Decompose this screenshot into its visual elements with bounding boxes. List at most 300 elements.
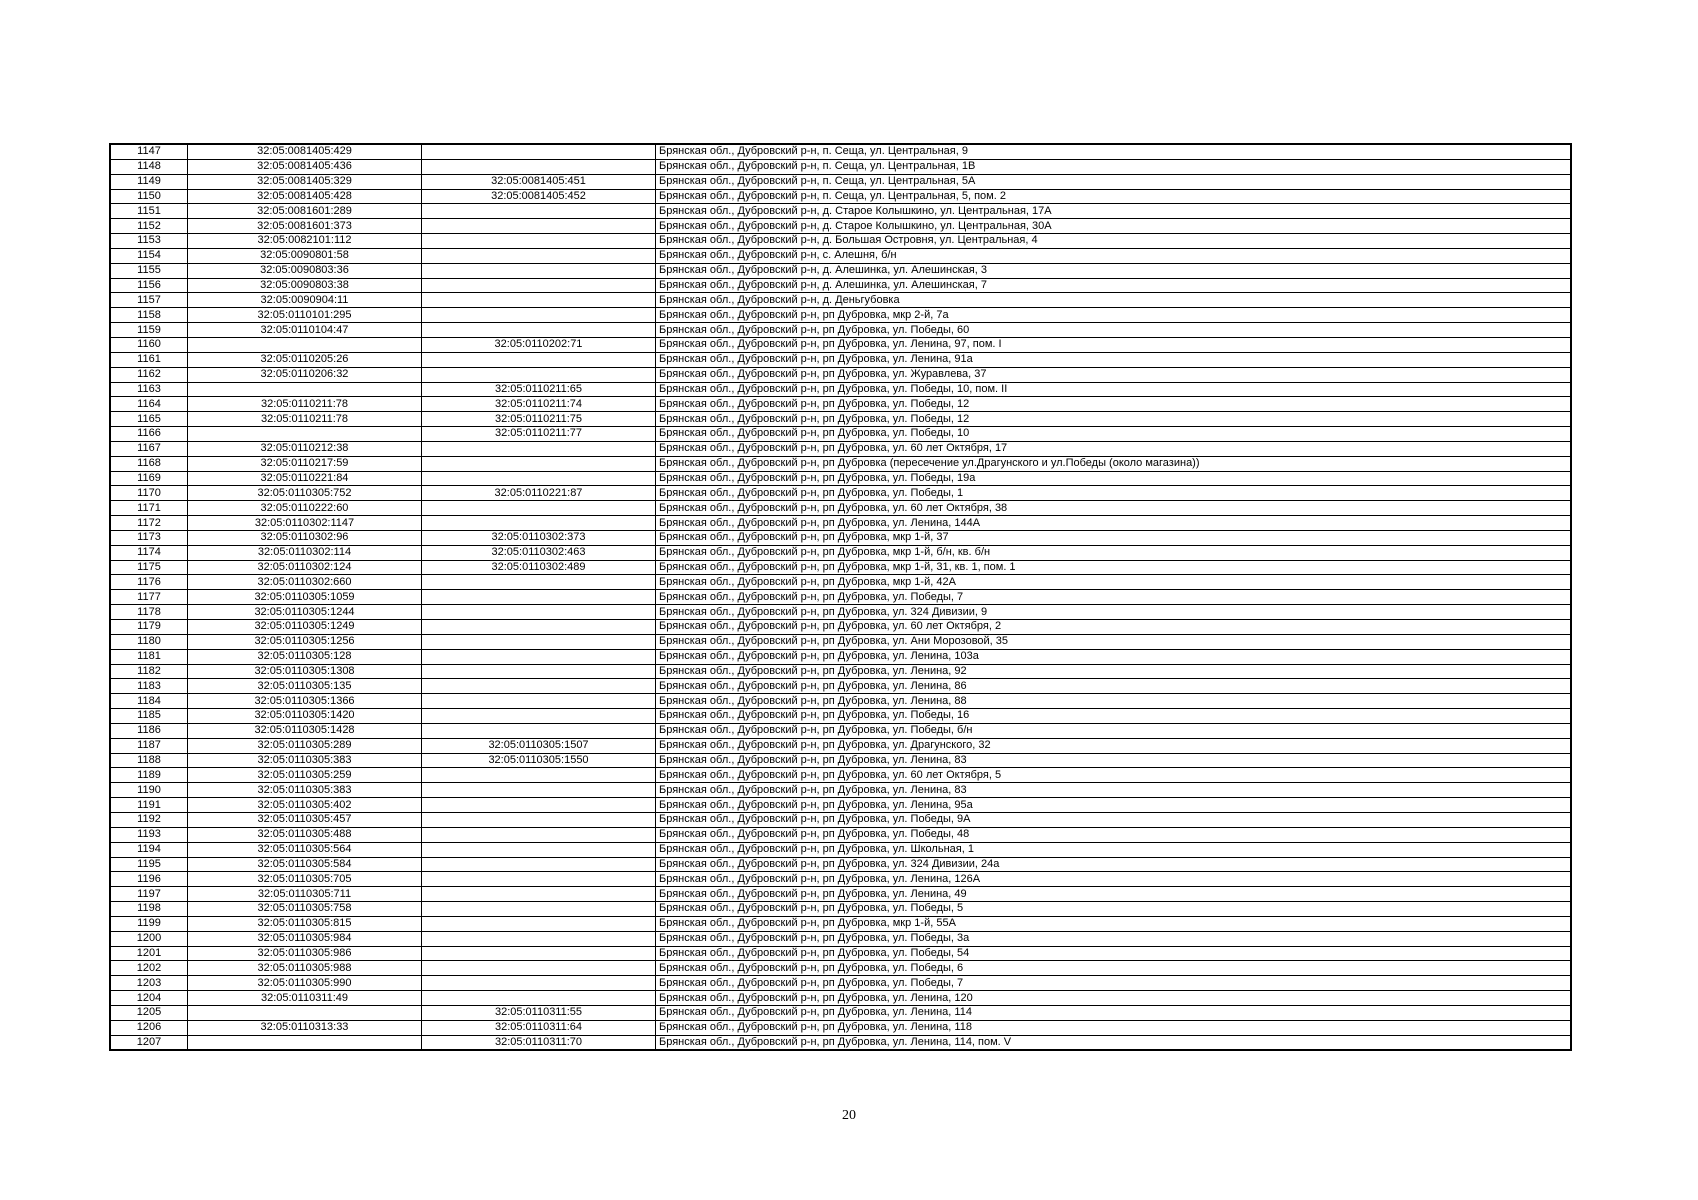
- row-number-cell: 1204: [110, 991, 188, 1006]
- address-cell: Брянская обл., Дубровский р-н, рп Дубровка, ул. Ленина, 91а: [656, 352, 1572, 367]
- building-cadastral-number-cell: [422, 352, 656, 367]
- land-cadastral-number-cell: [188, 337, 422, 352]
- land-cadastral-number-cell: 32:05:0082101:112: [188, 234, 422, 249]
- row-number-cell: 1167: [110, 441, 188, 456]
- land-cadastral-number-cell: 32:05:0110305:1420: [188, 709, 422, 724]
- address-cell: Брянская обл., Дубровский р-н, рп Дубровка, ул. Ленина, 88: [656, 694, 1572, 709]
- row-number-cell: 1186: [110, 723, 188, 738]
- table-row: [110, 738, 1571, 753]
- row-number-cell: 1187: [110, 738, 188, 753]
- row-number-cell: 1205: [110, 1005, 188, 1020]
- building-cadastral-number-cell: 32:05:0110221:87: [422, 486, 656, 501]
- table-row: [110, 991, 1571, 1006]
- table-row: [110, 590, 1571, 605]
- building-cadastral-number-cell: [422, 219, 656, 234]
- row-number-cell: 1158: [110, 308, 188, 323]
- building-cadastral-number-cell: [422, 857, 656, 872]
- building-cadastral-number-cell: [422, 144, 656, 159]
- row-number-cell: 1199: [110, 916, 188, 931]
- building-cadastral-number-cell: [422, 590, 656, 605]
- building-cadastral-number-cell: 32:05:0110302:463: [422, 545, 656, 560]
- land-cadastral-number-cell: 32:05:0110305:758: [188, 902, 422, 917]
- row-number-cell: 1197: [110, 887, 188, 902]
- land-cadastral-number-cell: 32:05:0110212:38: [188, 441, 422, 456]
- building-cadastral-number-cell: [422, 768, 656, 783]
- row-number-cell: 1192: [110, 812, 188, 827]
- land-cadastral-number-cell: [188, 427, 422, 442]
- building-cadastral-number-cell: [422, 991, 656, 1006]
- table-row: [110, 501, 1571, 516]
- building-cadastral-number-cell: [422, 783, 656, 798]
- table-row: [110, 412, 1571, 427]
- row-number-cell: 1159: [110, 323, 188, 338]
- table-row: [110, 961, 1571, 976]
- table-row: [110, 827, 1571, 842]
- address-cell: Брянская обл., Дубровский р-н, рп Дубровка, ул. Ленина, 83: [656, 783, 1572, 798]
- row-number-cell: 1202: [110, 961, 188, 976]
- table-row: [110, 471, 1571, 486]
- address-cell: Брянская обл., Дубровский р-н, рп Дубровка, мкр 1-й, 42А: [656, 575, 1572, 590]
- row-number-cell: 1189: [110, 768, 188, 783]
- building-cadastral-number-cell: 32:05:0110302:373: [422, 530, 656, 545]
- land-cadastral-number-cell: 32:05:0110305:289: [188, 738, 422, 753]
- row-number-cell: 1150: [110, 189, 188, 204]
- land-cadastral-number-cell: 32:05:0081601:373: [188, 219, 422, 234]
- building-cadastral-number-cell: 32:05:0110302:489: [422, 560, 656, 575]
- land-cadastral-number-cell: 32:05:0110211:78: [188, 397, 422, 412]
- building-cadastral-number-cell: [422, 872, 656, 887]
- building-cadastral-number-cell: [422, 367, 656, 382]
- table-row: [110, 768, 1571, 783]
- building-cadastral-number-cell: [422, 605, 656, 620]
- address-cell: Брянская обл., Дубровский р-н, д. Старое Колышкино, ул. Центральная, 17А: [656, 204, 1572, 219]
- land-cadastral-number-cell: 32:05:0110305:128: [188, 649, 422, 664]
- land-cadastral-number-cell: 32:05:0110305:1244: [188, 605, 422, 620]
- building-cadastral-number-cell: 32:05:0110211:75: [422, 412, 656, 427]
- address-cell: Брянская обл., Дубровский р-н, рп Дубровка, ул. Победы, 6: [656, 961, 1572, 976]
- row-number-cell: 1178: [110, 605, 188, 620]
- building-cadastral-number-cell: 32:05:0110211:65: [422, 382, 656, 397]
- land-cadastral-number-cell: 32:05:0110305:990: [188, 976, 422, 991]
- row-number-cell: 1175: [110, 560, 188, 575]
- address-cell: Брянская обл., Дубровский р-н, рп Дубровка, ул. Ленина, 114: [656, 1005, 1572, 1020]
- land-cadastral-number-cell: 32:05:0090801:58: [188, 248, 422, 263]
- registry-table: [109, 143, 1572, 1051]
- address-cell: Брянская обл., Дубровский р-н, рп Дубровка, ул. Победы, 9А: [656, 812, 1572, 827]
- registry-table-body: [110, 144, 1571, 1050]
- row-number-cell: 1195: [110, 857, 188, 872]
- address-cell: Брянская обл., Дубровский р-н, рп Дубровка, ул. Победы, 48: [656, 827, 1572, 842]
- address-cell: Брянская обл., Дубровский р-н, рп Дубровка, ул. Ленина, 114, пом. V: [656, 1035, 1572, 1050]
- land-cadastral-number-cell: [188, 382, 422, 397]
- building-cadastral-number-cell: [422, 798, 656, 813]
- building-cadastral-number-cell: 32:05:0110311:70: [422, 1035, 656, 1050]
- row-number-cell: 1147: [110, 144, 188, 159]
- land-cadastral-number-cell: 32:05:0110305:705: [188, 872, 422, 887]
- land-cadastral-number-cell: 32:05:0110206:32: [188, 367, 422, 382]
- table-row: [110, 308, 1571, 323]
- building-cadastral-number-cell: [422, 976, 656, 991]
- table-row: [110, 605, 1571, 620]
- land-cadastral-number-cell: [188, 1035, 422, 1050]
- table-row: [110, 679, 1571, 694]
- address-cell: Брянская обл., Дубровский р-н, рп Дубровка, ул. Победы, б/н: [656, 723, 1572, 738]
- address-cell: Брянская обл., Дубровский р-н, рп Дубровка, ул. Журавлева, 37: [656, 367, 1572, 382]
- address-cell: Брянская обл., Дубровский р-н, д. Алешинка, ул. Алешинская, 7: [656, 278, 1572, 293]
- land-cadastral-number-cell: 32:05:0110305:457: [188, 812, 422, 827]
- land-cadastral-number-cell: 32:05:0110311:49: [188, 991, 422, 1006]
- table-row: [110, 516, 1571, 531]
- building-cadastral-number-cell: [422, 961, 656, 976]
- table-row: [110, 723, 1571, 738]
- table-row: [110, 812, 1571, 827]
- row-number-cell: 1193: [110, 827, 188, 842]
- page-number: 20: [842, 1108, 856, 1123]
- address-cell: Брянская обл., Дубровский р-н, п. Сеща, ул. Центральная, 9: [656, 144, 1572, 159]
- row-number-cell: 1156: [110, 278, 188, 293]
- building-cadastral-number-cell: [422, 946, 656, 961]
- land-cadastral-number-cell: 32:05:0110305:1059: [188, 590, 422, 605]
- row-number-cell: 1184: [110, 694, 188, 709]
- row-number-cell: 1168: [110, 456, 188, 471]
- table-row: [110, 367, 1571, 382]
- address-cell: Брянская обл., Дубровский р-н, рп Дубровка, ул. Ленина, 126А: [656, 872, 1572, 887]
- land-cadastral-number-cell: 32:05:0110217:59: [188, 456, 422, 471]
- land-cadastral-number-cell: 32:05:0090803:38: [188, 278, 422, 293]
- land-cadastral-number-cell: 32:05:0110302:114: [188, 545, 422, 560]
- land-cadastral-number-cell: 32:05:0110305:752: [188, 486, 422, 501]
- table-row: [110, 560, 1571, 575]
- land-cadastral-number-cell: 32:05:0081601:289: [188, 204, 422, 219]
- table-row: [110, 397, 1571, 412]
- land-cadastral-number-cell: 32:05:0110305:259: [188, 768, 422, 783]
- row-number-cell: 1169: [110, 471, 188, 486]
- address-cell: Брянская обл., Дубровский р-н, рп Дубровка, ул. Ленина, 92: [656, 664, 1572, 679]
- table-row: [110, 709, 1571, 724]
- land-cadastral-number-cell: 32:05:0110305:1256: [188, 634, 422, 649]
- table-row: [110, 664, 1571, 679]
- address-cell: Брянская обл., Дубровский р-н, рп Дубровка, ул. 324 Дивизии, 9: [656, 605, 1572, 620]
- row-number-cell: 1207: [110, 1035, 188, 1050]
- row-number-cell: 1163: [110, 382, 188, 397]
- building-cadastral-number-cell: [422, 501, 656, 516]
- address-cell: Брянская обл., Дубровский р-н, рп Дубровка, ул. Ленина, 118: [656, 1020, 1572, 1035]
- land-cadastral-number-cell: 32:05:0110305:564: [188, 842, 422, 857]
- table-row: [110, 263, 1571, 278]
- land-cadastral-number-cell: 32:05:0110221:84: [188, 471, 422, 486]
- land-cadastral-number-cell: 32:05:0110305:1249: [188, 620, 422, 635]
- land-cadastral-number-cell: 32:05:0110305:1428: [188, 723, 422, 738]
- row-number-cell: 1164: [110, 397, 188, 412]
- row-number-cell: 1201: [110, 946, 188, 961]
- row-number-cell: 1160: [110, 337, 188, 352]
- building-cadastral-number-cell: 32:05:0110202:71: [422, 337, 656, 352]
- building-cadastral-number-cell: [422, 723, 656, 738]
- address-cell: Брянская обл., Дубровский р-н, д. Деньгубовка: [656, 293, 1572, 308]
- building-cadastral-number-cell: [422, 827, 656, 842]
- address-cell: Брянская обл., Дубровский р-н, рп Дубровка, ул. Победы, 10, пом. II: [656, 382, 1572, 397]
- address-cell: Брянская обл., Дубровский р-н, д. Старое Колышкино, ул. Центральная, 30А: [656, 219, 1572, 234]
- table-row: [110, 174, 1571, 189]
- address-cell: Брянская обл., Дубровский р-н, рп Дубровка, ул. Победы, 19а: [656, 471, 1572, 486]
- address-cell: Брянская обл., Дубровский р-н, рп Дубровка, мкр 1-й, 37: [656, 530, 1572, 545]
- table-row: [110, 456, 1571, 471]
- address-cell: Брянская обл., Дубровский р-н, п. Сеща, ул. Центральная, 1В: [656, 159, 1572, 174]
- table-row: [110, 545, 1571, 560]
- address-cell: Брянская обл., Дубровский р-н, рп Дубровка, ул. Ани Морозовой, 35: [656, 634, 1572, 649]
- building-cadastral-number-cell: [422, 620, 656, 635]
- land-cadastral-number-cell: 32:05:0110222:60: [188, 501, 422, 516]
- land-cadastral-number-cell: 32:05:0110305:383: [188, 753, 422, 768]
- table-row: [110, 620, 1571, 635]
- land-cadastral-number-cell: 32:05:0110313:33: [188, 1020, 422, 1035]
- land-cadastral-number-cell: 32:05:0110211:78: [188, 412, 422, 427]
- address-cell: Брянская обл., Дубровский р-н, п. Сеща, ул. Центральная, 5А: [656, 174, 1572, 189]
- address-cell: Брянская обл., Дубровский р-н, рп Дубровка, ул. 60 лет Октября, 17: [656, 441, 1572, 456]
- table-row: [110, 1035, 1571, 1050]
- table-row: [110, 575, 1571, 590]
- row-number-cell: 1171: [110, 501, 188, 516]
- row-number-cell: 1191: [110, 798, 188, 813]
- land-cadastral-number-cell: 32:05:0110101:295: [188, 308, 422, 323]
- land-cadastral-number-cell: 32:05:0081405:428: [188, 189, 422, 204]
- row-number-cell: 1154: [110, 248, 188, 263]
- address-cell: Брянская обл., Дубровский р-н, рп Дубровка, ул. Победы, 5: [656, 902, 1572, 917]
- row-number-cell: 1182: [110, 664, 188, 679]
- land-cadastral-number-cell: 32:05:0110305:815: [188, 916, 422, 931]
- row-number-cell: 1152: [110, 219, 188, 234]
- building-cadastral-number-cell: [422, 694, 656, 709]
- row-number-cell: 1198: [110, 902, 188, 917]
- address-cell: Брянская обл., Дубровский р-н, рп Дубровка, ул. Ленина, 49: [656, 887, 1572, 902]
- row-number-cell: 1196: [110, 872, 188, 887]
- land-cadastral-number-cell: 32:05:0110205:26: [188, 352, 422, 367]
- land-cadastral-number-cell: 32:05:0110305:1366: [188, 694, 422, 709]
- row-number-cell: 1185: [110, 709, 188, 724]
- building-cadastral-number-cell: 32:05:0081405:451: [422, 174, 656, 189]
- row-number-cell: 1155: [110, 263, 188, 278]
- land-cadastral-number-cell: 32:05:0090904:11: [188, 293, 422, 308]
- address-cell: Брянская обл., Дубровский р-н, рп Дубровка, ул. Ленина, 120: [656, 991, 1572, 1006]
- table-row: [110, 887, 1571, 902]
- land-cadastral-number-cell: 32:05:0110302:660: [188, 575, 422, 590]
- row-number-cell: 1188: [110, 753, 188, 768]
- building-cadastral-number-cell: [422, 679, 656, 694]
- table-row: [110, 1005, 1571, 1020]
- table-row: [110, 337, 1571, 352]
- address-cell: Брянская обл., Дубровский р-н, рп Дубровка, ул. Победы, 7: [656, 976, 1572, 991]
- table-row: [110, 946, 1571, 961]
- land-cadastral-number-cell: 32:05:0110305:584: [188, 857, 422, 872]
- table-row: [110, 427, 1571, 442]
- building-cadastral-number-cell: 32:05:0110311:64: [422, 1020, 656, 1035]
- table-row: [110, 634, 1571, 649]
- row-number-cell: 1170: [110, 486, 188, 501]
- address-cell: Брянская обл., Дубровский р-н, д. Алешинка, ул. Алешинская, 3: [656, 263, 1572, 278]
- table-row: [110, 159, 1571, 174]
- building-cadastral-number-cell: 32:05:0110211:74: [422, 397, 656, 412]
- address-cell: Брянская обл., Дубровский р-н, рп Дубровка, ул. Ленина, 97, пом. I: [656, 337, 1572, 352]
- building-cadastral-number-cell: [422, 278, 656, 293]
- land-cadastral-number-cell: 32:05:0110305:988: [188, 961, 422, 976]
- building-cadastral-number-cell: [422, 293, 656, 308]
- row-number-cell: 1157: [110, 293, 188, 308]
- table-row: [110, 842, 1571, 857]
- address-cell: Брянская обл., Дубровский р-н, рп Дубровка, ул. Ленина, 95а: [656, 798, 1572, 813]
- building-cadastral-number-cell: [422, 812, 656, 827]
- table-row: [110, 916, 1571, 931]
- building-cadastral-number-cell: [422, 649, 656, 664]
- table-row: [110, 441, 1571, 456]
- address-cell: Брянская обл., Дубровский р-н, рп Дубровка, ул. 324 Дивизии, 24а: [656, 857, 1572, 872]
- table-row: [110, 486, 1571, 501]
- address-cell: Брянская обл., Дубровский р-н, рп Дубровка (пересечение ул.Драгунского и ул.Победы (около магазина)): [656, 456, 1572, 471]
- address-cell: Брянская обл., Дубровский р-н, рп Дубровка, мкр 2-й, 7а: [656, 308, 1572, 323]
- table-row: [110, 857, 1571, 872]
- row-number-cell: 1194: [110, 842, 188, 857]
- address-cell: Брянская обл., Дубровский р-н, д. Большая Островня, ул. Центральная, 4: [656, 234, 1572, 249]
- address-cell: Брянская обл., Дубровский р-н, рп Дубровка, ул. Победы, 12: [656, 397, 1572, 412]
- building-cadastral-number-cell: [422, 931, 656, 946]
- address-cell: Брянская обл., Дубровский р-н, рп Дубровка, ул. Ленина, 83: [656, 753, 1572, 768]
- address-cell: Брянская обл., Дубровский р-н, рп Дубровка, мкр 1-й, б/н, кв. б/н: [656, 545, 1572, 560]
- table-row: [110, 694, 1571, 709]
- building-cadastral-number-cell: [422, 634, 656, 649]
- table-row: [110, 649, 1571, 664]
- building-cadastral-number-cell: [422, 887, 656, 902]
- building-cadastral-number-cell: [422, 842, 656, 857]
- table-row: [110, 293, 1571, 308]
- address-cell: Брянская обл., Дубровский р-н, рп Дубровка, ул. Драгунского, 32: [656, 738, 1572, 753]
- row-number-cell: 1153: [110, 234, 188, 249]
- table-row: [110, 323, 1571, 338]
- land-cadastral-number-cell: 32:05:0110302:1147: [188, 516, 422, 531]
- row-number-cell: 1172: [110, 516, 188, 531]
- address-cell: Брянская обл., Дубровский р-н, рп Дубровка, ул. Победы, 60: [656, 323, 1572, 338]
- table-row: [110, 872, 1571, 887]
- table-row: [110, 219, 1571, 234]
- building-cadastral-number-cell: [422, 234, 656, 249]
- table-row: [110, 1020, 1571, 1035]
- row-number-cell: 1203: [110, 976, 188, 991]
- table-row: [110, 798, 1571, 813]
- row-number-cell: 1165: [110, 412, 188, 427]
- row-number-cell: 1176: [110, 575, 188, 590]
- address-cell: Брянская обл., Дубровский р-н, рп Дубровка, ул. Победы, 54: [656, 946, 1572, 961]
- address-cell: Брянская обл., Дубровский р-н, рп Дубровка, ул. Победы, 16: [656, 709, 1572, 724]
- row-number-cell: 1179: [110, 620, 188, 635]
- land-cadastral-number-cell: 32:05:0110302:124: [188, 560, 422, 575]
- building-cadastral-number-cell: [422, 308, 656, 323]
- land-cadastral-number-cell: [188, 1005, 422, 1020]
- building-cadastral-number-cell: 32:05:0110305:1550: [422, 753, 656, 768]
- building-cadastral-number-cell: 32:05:0081405:452: [422, 189, 656, 204]
- land-cadastral-number-cell: 32:05:0110302:96: [188, 530, 422, 545]
- address-cell: Брянская обл., Дубровский р-н, рп Дубровка, ул. Ленина, 103а: [656, 649, 1572, 664]
- table-row: [110, 248, 1571, 263]
- land-cadastral-number-cell: 32:05:0081405:329: [188, 174, 422, 189]
- row-number-cell: 1190: [110, 783, 188, 798]
- address-cell: Брянская обл., Дубровский р-н, рп Дубровка, ул. Победы, 1: [656, 486, 1572, 501]
- building-cadastral-number-cell: 32:05:0110211:77: [422, 427, 656, 442]
- table-row: [110, 204, 1571, 219]
- building-cadastral-number-cell: [422, 916, 656, 931]
- address-cell: Брянская обл., Дубровский р-н, рп Дубровка, ул. Победы, 12: [656, 412, 1572, 427]
- address-cell: Брянская обл., Дубровский р-н, рп Дубровка, ул. Победы, 3а: [656, 931, 1572, 946]
- row-number-cell: 1148: [110, 159, 188, 174]
- row-number-cell: 1174: [110, 545, 188, 560]
- land-cadastral-number-cell: 32:05:0110305:135: [188, 679, 422, 694]
- land-cadastral-number-cell: 32:05:0110104:47: [188, 323, 422, 338]
- address-cell: Брянская обл., Дубровский р-н, с. Алешня, б/н: [656, 248, 1572, 263]
- address-cell: Брянская обл., Дубровский р-н, рп Дубровка, ул. Ленина, 86: [656, 679, 1572, 694]
- table-row: [110, 382, 1571, 397]
- land-cadastral-number-cell: 32:05:0110305:711: [188, 887, 422, 902]
- land-cadastral-number-cell: 32:05:0081405:436: [188, 159, 422, 174]
- building-cadastral-number-cell: [422, 204, 656, 219]
- building-cadastral-number-cell: [422, 575, 656, 590]
- land-cadastral-number-cell: 32:05:0110305:402: [188, 798, 422, 813]
- row-number-cell: 1149: [110, 174, 188, 189]
- address-cell: Брянская обл., Дубровский р-н, рп Дубровка, ул. Победы, 10: [656, 427, 1572, 442]
- row-number-cell: 1151: [110, 204, 188, 219]
- address-cell: Брянская обл., Дубровский р-н, рп Дубровка, мкр 1-й, 31, кв. 1, пом. 1: [656, 560, 1572, 575]
- row-number-cell: 1181: [110, 649, 188, 664]
- land-cadastral-number-cell: 32:05:0110305:1308: [188, 664, 422, 679]
- table-row: [110, 189, 1571, 204]
- building-cadastral-number-cell: [422, 471, 656, 486]
- address-cell: Брянская обл., Дубровский р-н, рп Дубровка, ул. 60 лет Октября, 2: [656, 620, 1572, 635]
- row-number-cell: 1200: [110, 931, 188, 946]
- address-cell: Брянская обл., Дубровский р-н, рп Дубровка, ул. Победы, 7: [656, 590, 1572, 605]
- table-row: [110, 530, 1571, 545]
- table-row: [110, 278, 1571, 293]
- row-number-cell: 1161: [110, 352, 188, 367]
- row-number-cell: 1177: [110, 590, 188, 605]
- building-cadastral-number-cell: [422, 159, 656, 174]
- land-cadastral-number-cell: 32:05:0110305:986: [188, 946, 422, 961]
- address-cell: Брянская обл., Дубровский р-н, рп Дубровка, ул. Школьная, 1: [656, 842, 1572, 857]
- table-row: [110, 753, 1571, 768]
- building-cadastral-number-cell: [422, 323, 656, 338]
- address-cell: Брянская обл., Дубровский р-н, рп Дубровка, ул. 60 лет Октября, 38: [656, 501, 1572, 516]
- land-cadastral-number-cell: 32:05:0110305:984: [188, 931, 422, 946]
- table-row: [110, 902, 1571, 917]
- land-cadastral-number-cell: 32:05:0110305:383: [188, 783, 422, 798]
- building-cadastral-number-cell: [422, 248, 656, 263]
- building-cadastral-number-cell: [422, 516, 656, 531]
- building-cadastral-number-cell: [422, 664, 656, 679]
- building-cadastral-number-cell: 32:05:0110305:1507: [422, 738, 656, 753]
- building-cadastral-number-cell: 32:05:0110311:55: [422, 1005, 656, 1020]
- land-cadastral-number-cell: 32:05:0081405:429: [188, 144, 422, 159]
- row-number-cell: 1162: [110, 367, 188, 382]
- table-row: [110, 352, 1571, 367]
- table-row: [110, 783, 1571, 798]
- address-cell: Брянская обл., Дубровский р-н, п. Сеща, ул. Центральная, 5, пом. 2: [656, 189, 1572, 204]
- table-row: [110, 931, 1571, 946]
- building-cadastral-number-cell: [422, 263, 656, 278]
- row-number-cell: 1180: [110, 634, 188, 649]
- row-number-cell: 1166: [110, 427, 188, 442]
- land-cadastral-number-cell: 32:05:0090803:36: [188, 263, 422, 278]
- table-row: [110, 144, 1571, 159]
- address-cell: Брянская обл., Дубровский р-н, рп Дубровка, ул. Ленина, 144А: [656, 516, 1572, 531]
- row-number-cell: 1183: [110, 679, 188, 694]
- address-cell: Брянская обл., Дубровский р-н, рп Дубровка, мкр 1-й, 55А: [656, 916, 1572, 931]
- building-cadastral-number-cell: [422, 902, 656, 917]
- row-number-cell: 1206: [110, 1020, 188, 1035]
